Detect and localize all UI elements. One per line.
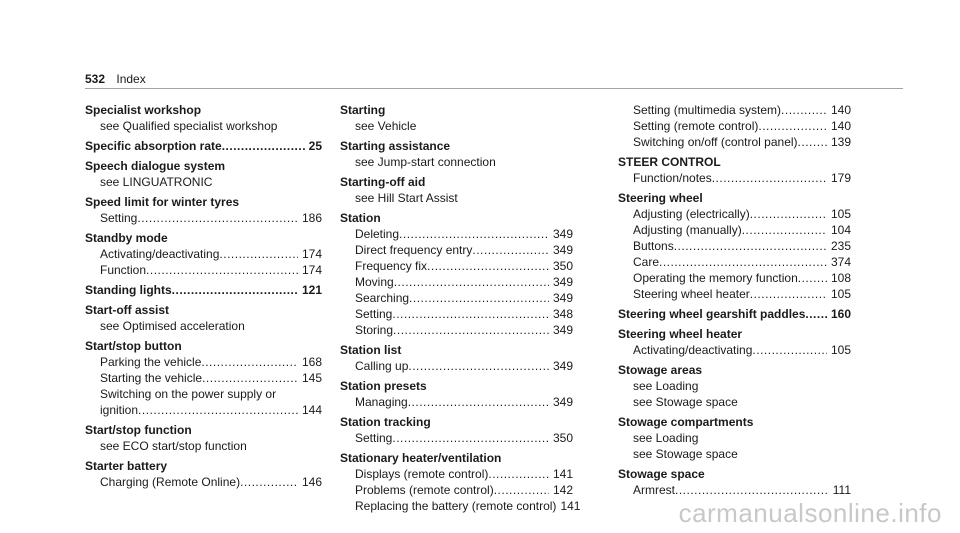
index-subentry (618, 378, 851, 394)
index-subentry-text: Activating/deactivating (633, 343, 753, 357)
index-subentry-text: Deleting (355, 227, 400, 241)
index-subentry (618, 254, 851, 270)
index-term (618, 362, 851, 378)
index-subentry-text: see LINGUATRONIC (100, 175, 213, 189)
index-term (618, 154, 851, 170)
index-page-ref: 111 (832, 483, 851, 497)
index-term-text: Speech dialogue system (85, 159, 226, 173)
index-term-text: Speed limit for winter tyres (85, 195, 240, 209)
dot-leader (472, 242, 549, 258)
index-entry (85, 194, 322, 226)
index-page-ref: 186 (301, 211, 322, 225)
index-page-ref: 105 (830, 343, 851, 357)
index-term-text: Starter battery (85, 459, 168, 473)
index-term (340, 378, 573, 394)
index-subentry (340, 430, 573, 446)
index-entry (85, 458, 322, 490)
index-term (340, 102, 573, 118)
index-term-text: Starting-off aid (340, 175, 426, 189)
index-term (340, 342, 573, 358)
index-subentry (340, 394, 573, 410)
index-subentry-text: Setting (355, 431, 393, 445)
index-page-ref: 146 (301, 475, 322, 489)
index-term-text: Start/stop function (85, 423, 192, 437)
index-entry (340, 138, 573, 170)
index-term (85, 230, 322, 246)
index-term (618, 414, 851, 430)
index-term (85, 458, 322, 474)
index-subentry (340, 226, 573, 242)
index-page-ref: 160 (830, 307, 851, 321)
index-term-text: Specialist workshop (85, 103, 202, 117)
index-page-ref: 349 (552, 243, 573, 257)
index-subentry (85, 354, 322, 370)
index-page-ref: 349 (552, 359, 573, 373)
index-subentry (618, 118, 851, 134)
dot-leader (393, 322, 549, 338)
index-subentry-text: Managing (355, 395, 408, 409)
dot-leader (742, 222, 827, 238)
index-term-text: Start/stop button (85, 339, 182, 353)
index-subentry-text: Replacing the battery (remote control) (355, 499, 557, 513)
index-entry (85, 422, 322, 454)
dot-leader (750, 206, 827, 222)
index-term-text: Stowage compartments (618, 415, 754, 429)
index-entry (340, 378, 573, 410)
index-subentry-text: Starting the vehicle (100, 371, 203, 385)
page-header (85, 72, 146, 86)
dot-leader (758, 118, 827, 134)
dot-leader (240, 474, 298, 490)
index-term-text: Starting assistance (340, 139, 451, 153)
index-entry (85, 158, 322, 190)
index-subentry (85, 246, 322, 262)
index-subentry-text: Switching on the power supply or (100, 387, 277, 401)
index-column-2 (340, 102, 581, 518)
index-subentry-text: Calling up (355, 359, 409, 373)
index-subentry (340, 118, 573, 134)
index-subentry (340, 466, 573, 482)
index-subentry-text: Setting (multimedia system) (633, 103, 782, 117)
index-page-ref: 145 (301, 371, 322, 385)
index-subentry (340, 274, 573, 290)
dot-leader (222, 138, 305, 154)
header-divider (85, 88, 903, 89)
index-subentry (85, 118, 322, 134)
index-subentry-text: Armrest (633, 483, 675, 497)
index-subentry (340, 290, 573, 306)
index-subentry (85, 318, 322, 334)
dot-leader (219, 246, 298, 262)
index-entry (340, 342, 573, 374)
index-column-3 (618, 102, 851, 502)
dot-leader (805, 306, 827, 322)
index-page-ref: 139 (830, 135, 851, 149)
index-term-text: Steering wheel heater (618, 327, 743, 341)
index-subentry-text: Displays (remote control) (355, 467, 489, 481)
index-subentry (618, 238, 851, 254)
index-page-ref: 174 (301, 263, 322, 277)
index-subentry-text: Function (100, 263, 147, 277)
index-subentry-text: see Vehicle (355, 119, 417, 133)
dot-leader (146, 262, 298, 278)
index-term (85, 422, 322, 438)
index-entry (618, 306, 851, 322)
index-term-text: Station list (340, 343, 402, 357)
index-page-ref: 104 (830, 223, 851, 237)
dot-leader (137, 210, 298, 226)
index-term-text: Stowage space (618, 467, 705, 481)
index-subentry-text: Moving (355, 275, 394, 289)
dot-leader (750, 286, 827, 302)
index-term (85, 302, 322, 318)
index-subentry-text: see Stowage space (633, 395, 738, 409)
index-column-1 (85, 102, 322, 494)
index-subentry-text: see ECO start/stop function (100, 439, 247, 453)
index-page-ref: 235 (830, 239, 851, 253)
index-subentry-text: Direct frequency entry (355, 243, 473, 257)
index-term-text: Station presets (340, 379, 427, 393)
index-page-ref: 105 (830, 287, 851, 301)
index-page-ref: 142 (552, 483, 573, 497)
index-term-text: Start-off assist (85, 303, 170, 317)
index-page-ref: 349 (552, 227, 573, 241)
index-term-text: Station tracking (340, 415, 431, 429)
dot-leader (394, 274, 549, 290)
index-subentry (618, 286, 851, 302)
index-page-ref: 140 (830, 103, 851, 117)
index-subentry-text: Buttons (633, 239, 674, 253)
index-entry (340, 450, 581, 514)
index-subentry (618, 482, 851, 498)
index-subentry-text: Storing (355, 323, 394, 337)
index-subentry-text: Adjusting (manually) (633, 223, 742, 237)
index-term (85, 338, 322, 354)
index-term (618, 306, 851, 322)
index-subentry (340, 242, 573, 258)
index-entry (618, 190, 851, 302)
index-term (618, 190, 851, 206)
index-subentry (340, 322, 573, 338)
index-subentry-text: Parking the vehicle (100, 355, 202, 369)
index-subentry-continued (85, 402, 322, 418)
watermark: carmanualsonline.info (678, 498, 942, 528)
dot-leader (201, 354, 298, 370)
index-page-ref: 349 (552, 275, 573, 289)
index-term-text: Steering wheel gearshift paddles (618, 307, 806, 321)
index-term (85, 138, 322, 154)
index-page-ref: 25 (308, 139, 322, 153)
index-subentry-text: Adjusting (electrically) (633, 207, 750, 221)
dot-leader (392, 430, 549, 446)
index-subentry-text: Setting (remote control) (633, 119, 759, 133)
index-term (85, 194, 322, 210)
index-subentry-text: Function/notes (633, 171, 712, 185)
index-subentry (340, 306, 573, 322)
index-page-ref: 179 (830, 171, 851, 185)
index-entry (85, 102, 322, 134)
index-page-ref: 174 (301, 247, 322, 261)
dot-leader (488, 466, 549, 482)
index-entry (340, 210, 573, 338)
index-entry (85, 338, 322, 418)
index-subentry (618, 170, 851, 186)
index-subentry-text: Switching on/off (control panel) (633, 135, 798, 149)
index-subentry (340, 154, 573, 170)
index-subentry (618, 446, 851, 462)
index-entry (618, 466, 851, 498)
index-subentry (340, 258, 573, 274)
dot-leader (798, 134, 827, 150)
index-term-text: Station (340, 211, 381, 225)
index-term (340, 450, 573, 466)
index-term-text: STEER CONTROL (618, 155, 721, 169)
index-page-ref: 349 (552, 291, 573, 305)
dot-leader (392, 306, 549, 322)
dot-leader (399, 226, 549, 242)
index-page-ref: 349 (552, 323, 573, 337)
index-entry (85, 302, 322, 334)
dot-leader (408, 358, 549, 374)
index-subentry-text: Activating/deactivating (100, 247, 220, 261)
index-subentry (618, 342, 851, 358)
page-title: Index (116, 72, 146, 86)
index-subentry (85, 474, 322, 490)
dot-leader (138, 402, 298, 418)
index-subentry-text: Setting (100, 211, 138, 225)
index-page-ref: 348 (552, 307, 573, 321)
index-subentry-text: Frequency fix (355, 259, 428, 273)
index-subentry-text: Charging (Remote Online) (100, 475, 241, 489)
index-term-text: Starting (340, 103, 386, 117)
index-entry (618, 326, 851, 358)
index-term (340, 210, 573, 226)
index-entry (618, 154, 851, 186)
index-subentry (618, 394, 851, 410)
index-subentry (618, 430, 851, 446)
dot-leader (408, 394, 549, 410)
index-subentry (340, 190, 573, 206)
index-subentry-text: Searching (355, 291, 410, 305)
index-subentry (85, 262, 322, 278)
index-subentry (340, 498, 581, 514)
index-entry (618, 414, 851, 462)
index-term (618, 326, 851, 342)
index-subentry (618, 270, 851, 286)
dot-leader (781, 102, 827, 118)
index-page-ref: 121 (301, 283, 322, 297)
dot-leader (172, 282, 298, 298)
dot-leader (675, 482, 829, 498)
index-entry (618, 362, 851, 410)
index-entry (85, 230, 322, 278)
index-page-ref: 350 (552, 259, 573, 273)
index-subentry (340, 358, 573, 374)
index-page-ref: 144 (301, 403, 322, 417)
index-page-ref: 105 (830, 207, 851, 221)
index-term-text: Specific absorption rate (85, 139, 222, 153)
index-term (618, 466, 851, 482)
index-subentry-text: see Stowage space (633, 447, 738, 461)
index-page-ref: 141 (552, 467, 573, 481)
index-subentry-text: Operating the memory function (633, 271, 798, 285)
dot-leader (798, 270, 827, 286)
index-subentry (618, 134, 851, 150)
index-subentry (85, 370, 322, 386)
index-entry (340, 102, 573, 134)
index-term (340, 414, 573, 430)
index-entry (618, 102, 851, 150)
index-term (340, 174, 573, 190)
index-subentry-text: ignition (100, 403, 139, 417)
dot-leader (674, 238, 827, 254)
index-subentry-text: see Optimised acceleration (100, 319, 245, 333)
index-entry (85, 282, 322, 298)
dot-leader (427, 258, 549, 274)
index-subentry (340, 482, 573, 498)
page-number: 532 (85, 72, 106, 86)
index-page-ref: 350 (552, 431, 573, 445)
index-entry (340, 414, 573, 446)
index-subentry-text: see Loading (633, 431, 699, 445)
index-subentry-text: see Hill Start Assist (355, 191, 458, 205)
index-term-text: Stationary heater/ventilation (340, 451, 502, 465)
index-subentry-text: see Jump-start connection (355, 155, 496, 169)
index-page-ref: 108 (830, 271, 851, 285)
index-subentry (618, 206, 851, 222)
index-subentry-text: Care (633, 255, 660, 269)
index-page-ref: 141 (560, 499, 581, 513)
dot-leader (202, 370, 298, 386)
dot-leader (659, 254, 827, 270)
index-subentry (85, 210, 322, 226)
dot-leader (752, 342, 827, 358)
index-term (85, 282, 322, 298)
index-subentry-text: Steering wheel heater (633, 287, 750, 301)
index-page-ref: 349 (552, 395, 573, 409)
index-term-text: Stowage areas (618, 363, 703, 377)
index-subentry (618, 222, 851, 238)
index-term (85, 102, 322, 118)
index-term-text: Steering wheel (618, 191, 703, 205)
index-subentry (85, 438, 322, 454)
index-term-text: Standby mode (85, 231, 168, 245)
index-subentry-text: Problems (remote control) (355, 483, 494, 497)
index-entry (340, 174, 573, 206)
index-subentry-text: see Loading (633, 379, 699, 393)
index-term-text: Standing lights (85, 283, 172, 297)
index-term (85, 158, 322, 174)
index-page-ref: 168 (301, 355, 322, 369)
dot-leader (494, 482, 549, 498)
index-page-ref: 140 (830, 119, 851, 133)
index-subentry (85, 174, 322, 190)
index-entry (85, 138, 322, 154)
index-subentry (618, 102, 851, 118)
dot-leader (409, 290, 549, 306)
index-subentry (85, 386, 322, 402)
index-term (340, 138, 573, 154)
index-page-ref: 374 (830, 255, 851, 269)
dot-leader (712, 170, 827, 186)
index-subentry-text: see Qualified specialist workshop (100, 119, 278, 133)
index-subentry-text: Setting (355, 307, 393, 321)
